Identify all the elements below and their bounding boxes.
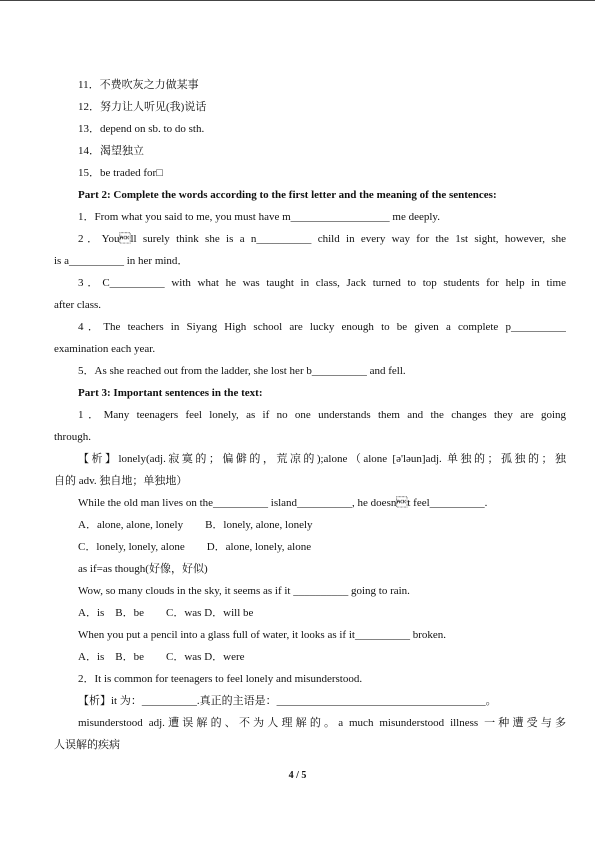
item-15: 15．be traded for□ <box>78 167 163 179</box>
part2-q5: 5．As she reached out from the ladder, she lost her b__________ and fell. <box>78 365 406 377</box>
misunderstood-note-line1: misunderstood adj.遭误解的、不为人理解的。a much misunderstood illness 一种遭受与多 <box>78 717 566 729</box>
analysis-1-line2: 自的 adv. 独自地；单独地） <box>54 475 188 487</box>
page-number: 4 / 5 <box>288 770 307 781</box>
exercise-2-options: A．is B．be C．was D．will be <box>78 607 254 619</box>
part2-q2-line2: is a__________ in her mind． <box>54 255 189 267</box>
top-rule <box>0 0 595 1</box>
part2-q1: 1．From what you said to me, you must have m__________________ me deeply. <box>78 211 440 223</box>
item-13: 13．depend on sb. to do sth. <box>78 123 205 135</box>
exercise-3-options: A．is B．be C．was D．were <box>78 651 245 663</box>
part3-s2: 2．It is common for teenagers to feel lonely and misunderstood. <box>78 673 363 685</box>
as-if-note: as if=as though(好像，好似) <box>78 563 208 575</box>
part2-q4-line1: 4．The teachers in Siyang High school are lucky enough to be given a complete p__________ <box>78 321 566 333</box>
part2-heading: Part 2: Complete the words according to the first letter and the meaning of the sentences: <box>78 189 497 201</box>
analysis-1-line1: 【析】lonely(adj.寂寞的；偏僻的，荒凉的);alone（alone [ə'ləun]adj. 单独的；孤独的；独 <box>78 453 566 465</box>
exercise-1-options-cd: C．lonely, lonely, alone D．alone, lonely, alone <box>78 541 312 553</box>
exercise-3-question: When you put a pencil into a glass full of water, it looks as if it__________ broken. <box>78 629 446 641</box>
analysis-2: 【析】it 为：__________.真正的主语是：______________________________________。 <box>78 695 497 707</box>
part2-q4-line2: examination each year. <box>54 343 156 355</box>
part3-s1-line2: through. <box>54 431 91 443</box>
part2-q2-line1: 2．Youll surely think she is a n__________ child in every way for the 1st sight, however, she <box>78 233 566 245</box>
item-12: 12．努力让人听见(我)说话 <box>78 101 207 113</box>
part3-heading: Part 3: Important sentences in the text: <box>78 387 263 399</box>
part3-s1-line1: 1．Many teenagers feel lonely, as if no one understands them and the changes they are going <box>78 409 566 421</box>
part2-q3-line1: 3．C__________ with what he was taught in class, Jack turned to top students for help in time <box>78 277 566 289</box>
exercise-2-question: Wow, so many clouds in the sky, it seems as if it __________ going to rain. <box>78 585 410 597</box>
item-14: 14．渴望独立 <box>78 145 144 157</box>
exercise-1-question: While the old man lives on the__________ island__________, he doesnt feel__________. <box>78 497 488 509</box>
item-11: 11．不费吹灰之力做某事 <box>78 79 199 91</box>
misunderstood-note-line2: 人误解的疾病 <box>54 739 120 751</box>
exercise-1-options-ab: A．alone, alone, lonely B．lonely, alone, lonely <box>78 519 313 531</box>
part2-q3-line2: after class. <box>54 299 102 311</box>
